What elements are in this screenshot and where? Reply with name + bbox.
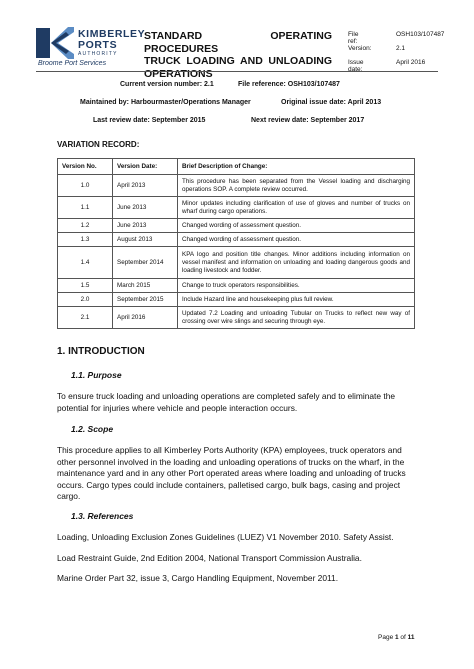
current-version: Current version number: 2.1: [120, 81, 214, 88]
meta-value: OSH103/107487: [396, 31, 445, 38]
reference-item: Marine Order Part 32, issue 3, Cargo Handling Equipment, November 2011.: [57, 573, 339, 583]
meta-value: April 2016: [396, 59, 426, 66]
meta-value: 2.1: [396, 45, 406, 52]
page-of: of: [398, 634, 408, 641]
table-row: [58, 197, 415, 219]
table-header-row: [58, 159, 415, 175]
version-cell: 2.1: [58, 307, 113, 329]
version-cell: 2.0: [58, 293, 113, 307]
logo-text-kimberley: KIMBERLEY: [78, 28, 146, 40]
logo-text-ports: PORTS: [78, 39, 118, 51]
table-row: [58, 279, 415, 293]
purpose-heading: 1.1. Purpose: [71, 370, 122, 380]
description-cell: This procedure has been separated from the Vessel loading and discharging operations SOP. A complete review occurred.: [178, 175, 415, 197]
column-header: Version No.: [58, 159, 113, 175]
date-cell: April 2016: [113, 307, 178, 329]
logo-subtitle: Broome Port Services: [38, 60, 107, 67]
last-review-date: Last review date: September 2015: [93, 117, 206, 124]
scope-heading: 1.2. Scope: [71, 424, 114, 434]
date-cell: September 2015: [113, 293, 178, 307]
document-title: [144, 30, 332, 80]
table-row: [58, 233, 415, 247]
page-prefix: Page: [378, 634, 395, 641]
maintained-by: Maintained by: Harbourmaster/Operations Manager: [80, 99, 251, 106]
description-cell: Changed wording of assessment question.: [178, 233, 415, 247]
version-cell: 1.1: [58, 197, 113, 219]
description-cell: Updated 7.2 Loading and unloading Tubular on Trucks to reflect new way of crossing over wire slings and securing through eye.: [178, 307, 415, 329]
logo-text-authority: AUTHORITY: [78, 51, 118, 57]
description-cell: Change to truck operators responsibilities.: [178, 279, 415, 293]
column-header: Brief Description of Change:: [178, 159, 415, 175]
title-line-3: OPERATIONS: [144, 67, 213, 80]
reference-item: Load Restraint Guide, 2nd Edition 2004, National Transport Commission Australia.: [57, 553, 362, 563]
title-line-2: TRUCK LOADING AND UNLOADING: [144, 55, 332, 67]
date-cell: March 2015: [113, 279, 178, 293]
version-cell: 1.5: [58, 279, 113, 293]
variation-record-table: [57, 158, 415, 329]
original-issue-date: Original issue date: April 2013: [281, 99, 382, 106]
description-cell: Minor updates including clarification of use of gloves and number of trucks on wharf during cargo operations.: [178, 197, 415, 219]
description-cell: KPA logo and position title changes. Minor additions including information on vessel manifest and information on unloading and loading dangerous goods and loading livestock and fodder.: [178, 247, 415, 279]
table-row: [58, 247, 415, 279]
purpose-text: To ensure truck loading and unloading operations are completed safely and to eliminate the potential for injuries where vehicle and people interaction occurs.: [57, 391, 396, 413]
table-row: [58, 307, 415, 329]
reference-item: Loading, Unloading Exclusion Zones Guidelines (LUEZ) V1 November 2010. Safety Assist.: [57, 532, 394, 542]
date-cell: April 2013: [113, 175, 178, 197]
version-cell: 1.2: [58, 219, 113, 233]
kpa-logo-mark-icon: [36, 26, 74, 60]
section-introduction-heading: 1. INTRODUCTION: [57, 346, 145, 357]
meta-label: File ref:: [348, 31, 359, 45]
description-cell: Changed wording of assessment question.: [178, 219, 415, 233]
date-cell: June 2013: [113, 219, 178, 233]
date-cell: June 2013: [113, 197, 178, 219]
page-number: [378, 634, 415, 641]
version-cell: 1.3: [58, 233, 113, 247]
date-cell: August 2013: [113, 233, 178, 247]
references-heading: 1.3. References: [71, 511, 134, 521]
column-header: Version Date:: [113, 159, 178, 175]
page-total: 11: [407, 634, 415, 641]
variation-record-heading: VARIATION RECORD:: [57, 140, 140, 149]
table-row: [58, 219, 415, 233]
version-cell: 1.0: [58, 175, 113, 197]
meta-label: Issue date:: [348, 59, 364, 73]
header-divider: [36, 71, 438, 72]
page-current: 1: [395, 634, 399, 641]
version-cell: 1.4: [58, 247, 113, 279]
scope-text: This procedure applies to all Kimberley Ports Authority (KPA) employees, truck operators and other personnel involved in the loading and unloading operations of trucks on the wharf, in the maintenance yard and in any other Port operated areas where loading and unloading of trucks occurs. Cargo types could include containers, palletised cargo, bulk bags, casing and project cargo.: [57, 445, 406, 501]
next-review-date: Next review date: September 2017: [251, 117, 365, 124]
file-reference: File reference: OSH103/107487: [238, 81, 340, 88]
description-cell: Include Hazard line and housekeeping plus full review.: [178, 293, 415, 307]
date-cell: September 2014: [113, 247, 178, 279]
meta-label: Version:: [348, 45, 372, 52]
table-row: [58, 293, 415, 307]
title-line-1: STANDARD OPERATING PROCEDURES: [144, 30, 332, 55]
table-row: [58, 175, 415, 197]
